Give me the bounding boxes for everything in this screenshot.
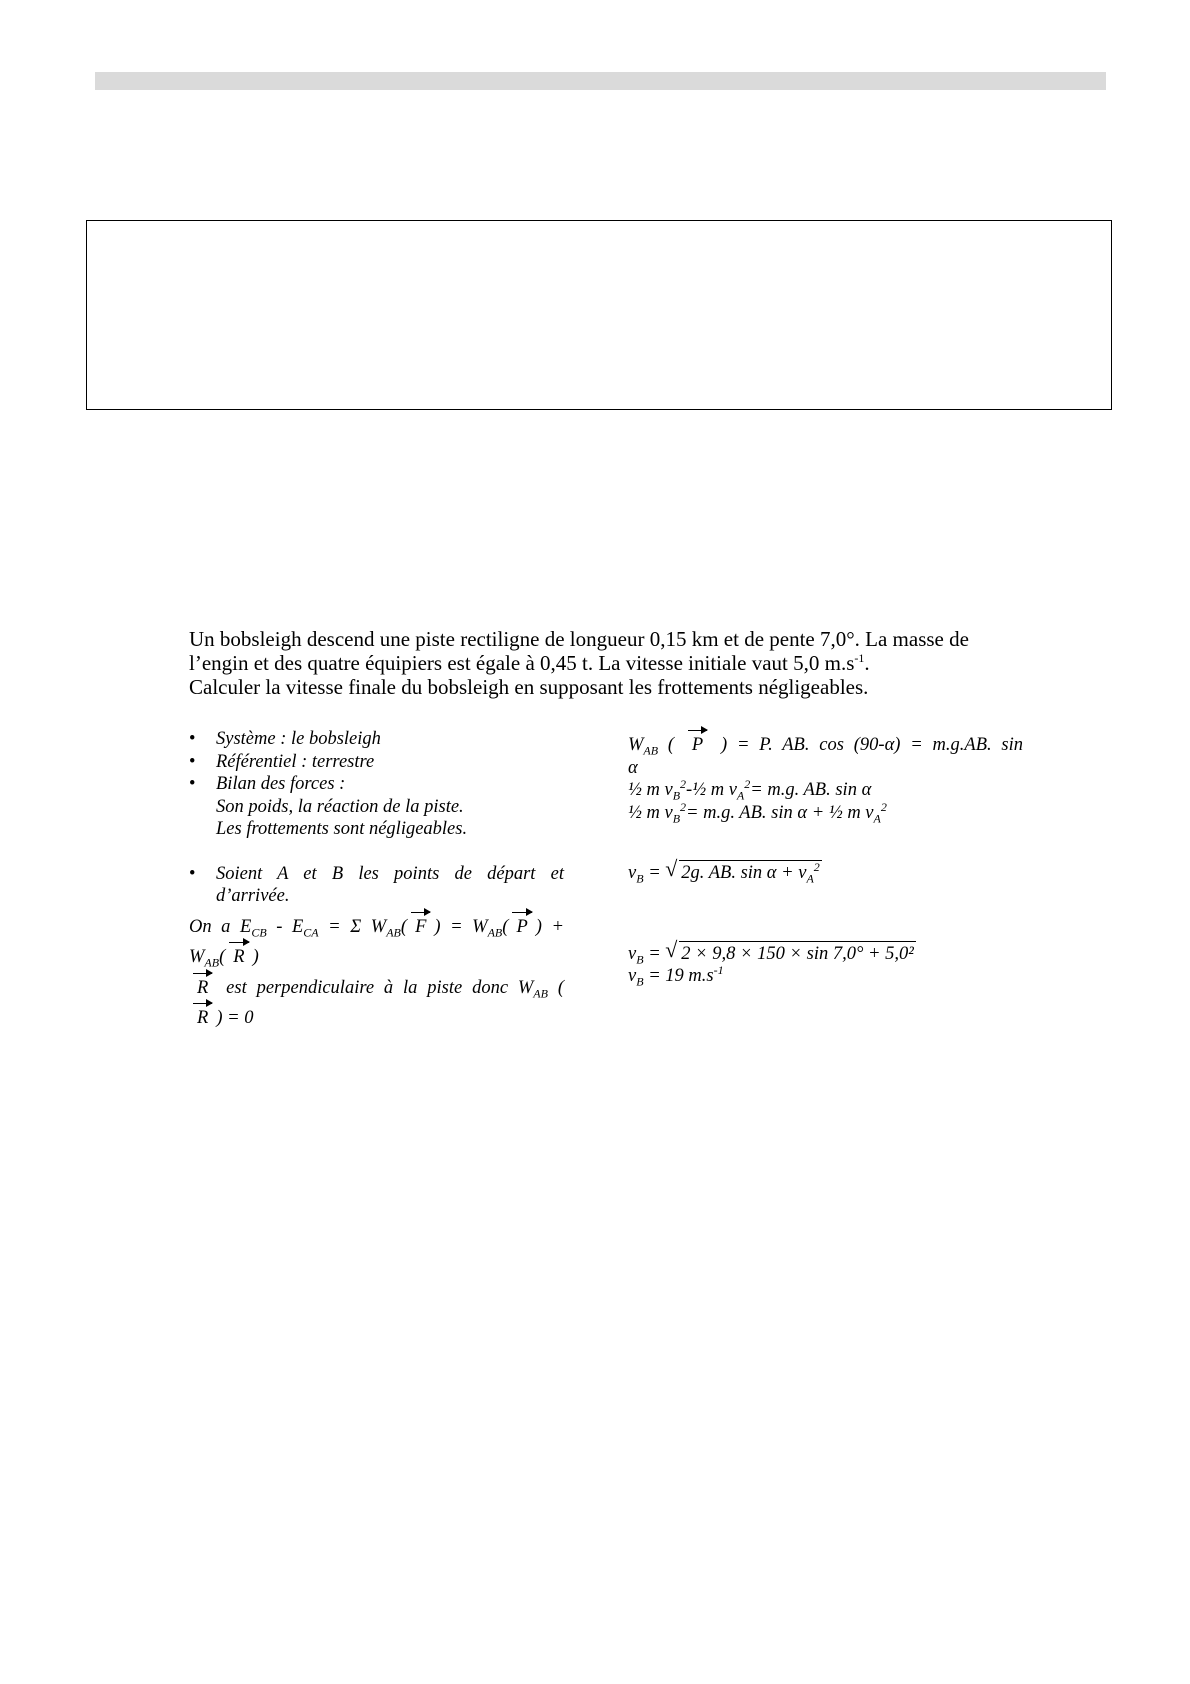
vb-result-sup: -1 <box>713 962 724 977</box>
e1-a: ½ m v <box>628 780 673 800</box>
header-bar <box>95 72 1106 90</box>
work-p-line: $W_{AB}$ ( P ) = P. AB. cos (90-α) = m.g.AB. sin <box>628 735 1024 758</box>
perpendicular-sub: AB <box>533 986 548 1001</box>
vector-f <box>409 916 432 939</box>
perpendicular-open: ( <box>557 977 564 998</box>
sqrt-numeric <box>665 936 915 966</box>
e1-sup-1: 2 <box>680 776 687 791</box>
radicand-1-sup: 2 <box>813 859 820 874</box>
eq-text-3: = Σ W <box>318 916 387 937</box>
eq-plus: + <box>541 916 564 937</box>
e1-sub-a: A <box>736 788 745 803</box>
e2-sup-2: 2 <box>880 799 887 814</box>
perpendicular-text: est perpendiculaire à la piste donc W <box>226 977 534 998</box>
energy-theorem-line: On a $E_{CB} - E_{CA} = \Sigma$ $W_{AB}$( F ) = $W_{AB}$( P ) + <box>189 916 564 940</box>
statement-line-2-text: l’engin et des quatre équipiers est égale à 0,45 t. La vitesse initiale vaut 5,0 m.s <box>189 651 855 675</box>
vector-r-3-label: R <box>197 1008 209 1028</box>
list-item-forces <box>189 773 564 796</box>
work-r-sub: AB <box>204 955 220 970</box>
problem-statement <box>189 627 1019 699</box>
work-p-w: W <box>628 735 644 755</box>
vector-r <box>227 946 250 969</box>
energy-eq-2 <box>628 799 1023 826</box>
perpendicular-result <box>189 1007 564 1030</box>
vector-p <box>510 916 533 939</box>
forces-line-1: Son poids, la réaction de la piste. <box>216 796 464 817</box>
vb-numeric <box>628 936 1023 967</box>
perpendicular-line <box>189 977 564 1000</box>
vb2-sub: B <box>636 952 644 967</box>
statement-line-2-end: . <box>864 651 870 675</box>
e1-sup-2: 2 <box>744 776 751 791</box>
statement-line-3: Calculer la vitesse finale du bobsleigh en supposant les frottements négligeables. <box>189 675 869 699</box>
eq-sub-ab-1: AB <box>386 925 401 940</box>
forces-heading: Bilan des forces : <box>216 774 346 794</box>
e2-sub-a: A <box>873 811 881 826</box>
solution-right-column <box>628 734 1023 988</box>
energy-eq-1 <box>628 776 1023 803</box>
radical-icon: √ <box>665 856 678 881</box>
radicand-2: 2 × 9,8 × 150 × sin 7,0° + 5,0² <box>679 941 915 966</box>
points-line-2: d’arrivée. <box>216 886 290 906</box>
vb3-sub: B <box>636 974 644 989</box>
vector-r-2 <box>191 977 214 1000</box>
e2-sup-1: 2 <box>680 799 687 814</box>
unit-exponent: -1 <box>854 651 865 665</box>
vb-formula <box>628 856 1023 886</box>
e1-end: = m.g. AB. sin α <box>750 780 872 800</box>
frame-text: Référentiel : terrestre <box>216 751 375 772</box>
vector-f-label: F <box>415 916 427 937</box>
points-line-1: • Soient A et B les points de départ et <box>216 863 564 884</box>
e1-sub-b: B <box>672 788 681 803</box>
e1-mid: -½ m v <box>686 780 737 800</box>
vector-r-label: R <box>233 947 245 967</box>
empty-frame <box>86 220 1112 410</box>
radicand-1-sub: A <box>806 871 814 886</box>
vector-p-right-label: P <box>691 735 704 755</box>
vector-p-label: P <box>516 916 528 937</box>
e2-a: ½ m v <box>628 802 673 823</box>
system-text: Système : le bobsleigh <box>216 729 381 749</box>
radicand-1-text: 2g. AB. sin α + v <box>681 863 807 883</box>
e2-end: = m.g. AB. sin α + ½ m v <box>686 802 874 823</box>
vb-sub: B <box>636 871 644 886</box>
vb-result-text: = 19 m.s <box>643 966 714 986</box>
list-item-system <box>189 728 564 751</box>
statement-line-2 <box>189 651 1019 675</box>
e2-sub-b: B <box>672 811 681 826</box>
vb2-v: v <box>628 943 637 964</box>
points-list <box>189 863 564 908</box>
eq-text-2: - E <box>266 916 304 937</box>
work-r-line: $W_{AB}$( R ) <box>189 947 259 970</box>
work-r-w: W <box>189 947 205 967</box>
alpha-line: α <box>628 757 638 778</box>
vector-r-3 <box>191 1007 214 1030</box>
vb2-eq: = <box>643 943 666 964</box>
eq-sub-ab-2: AB <box>487 925 503 940</box>
vb-eq: = <box>643 863 666 883</box>
vb-v: v <box>628 863 637 883</box>
work-p-sub: AB <box>643 743 659 758</box>
vector-r-2-label: R <box>197 977 209 998</box>
work-p-rest: ) = P. AB. cos (90-α) = m.g.AB. sin <box>721 735 1024 755</box>
sqrt-formula <box>665 856 821 886</box>
solution-left-column <box>189 728 564 1030</box>
eq-sub-cb: CB <box>251 925 267 940</box>
list-item-frame <box>189 751 564 774</box>
statement-line-1: Un bobsleigh descend une piste rectiligne de longueur 0,15 km et de pente 7,0°. La masse de <box>189 627 969 651</box>
eq-text-1: On a E <box>189 916 252 937</box>
radical-icon-2: √ <box>665 936 678 962</box>
perpendicular-end: ) = 0 <box>216 1008 254 1028</box>
eq-sub-ca: CA <box>303 925 319 940</box>
radicand-1 <box>679 860 821 885</box>
forces-line-2: Les frottements sont négligeables. <box>216 819 468 839</box>
list-item-points <box>189 863 564 908</box>
vb-result <box>628 962 1023 989</box>
vb3-v: v <box>628 966 637 986</box>
analysis-list <box>189 728 564 796</box>
eq-text-4: = W <box>440 916 488 937</box>
vector-p-right <box>686 734 709 757</box>
